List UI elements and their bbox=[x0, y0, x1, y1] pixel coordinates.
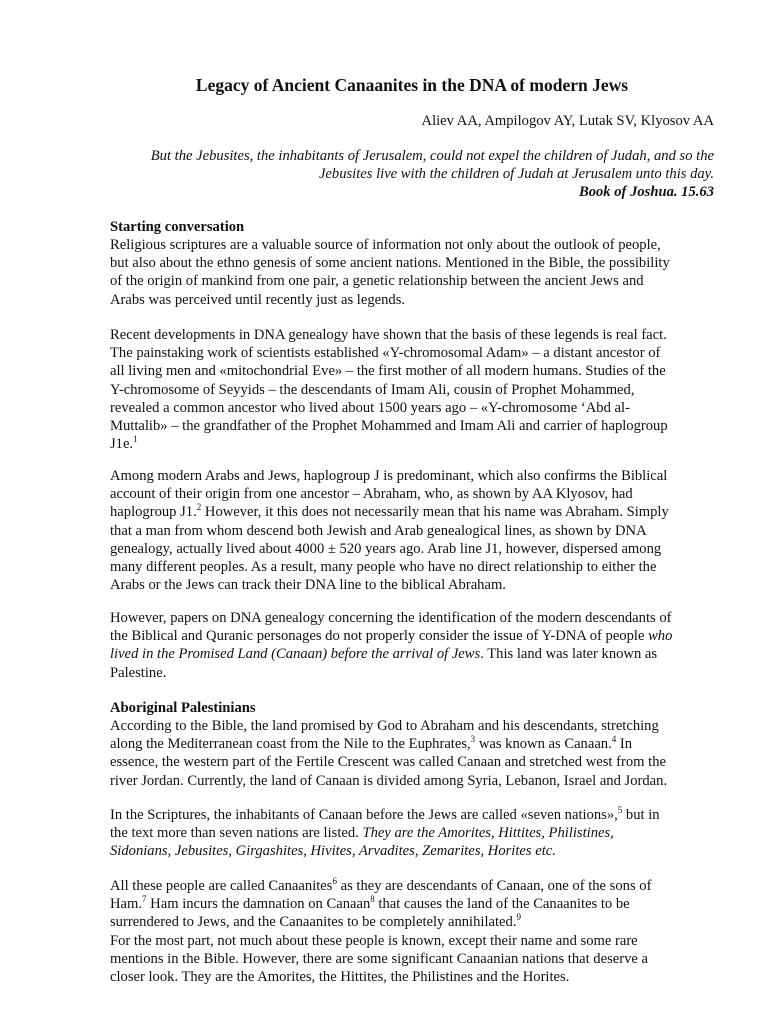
text-line: haplogroup J1.$^2$ However, it this does not necessarily mean that his name was Abraham. Simply bbox=[110, 502, 669, 521]
text-line: Recent developments in DNA genealogy have shown that the basis of these legends is real fact. bbox=[110, 327, 667, 343]
text-line: the Biblical and Quranic personages do not properly consider the issue of Y-DNA of people who bbox=[110, 628, 673, 645]
footnote-ref[interactable]: 2 bbox=[196, 502, 202, 513]
epigraph bbox=[110, 147, 714, 201]
paragraph bbox=[110, 236, 714, 309]
text-line: along the Mediterranean coast from the Nile to the Euphrates,$^3$ was known as Canaan.$^4$ In bbox=[110, 734, 633, 753]
footnote-ref[interactable]: 8 bbox=[370, 894, 375, 905]
footnote-ref[interactable]: 4 bbox=[611, 734, 617, 745]
text-line: Sidonians, Jebusites, Girgashites, Hivites, Arvadites, Zemarites, Horites etc. bbox=[110, 843, 556, 860]
paragraph bbox=[110, 467, 714, 594]
text-line: revealed a common ancestor who lived about 1500 years ago – «Y-chromosome ‘Abd al- bbox=[110, 399, 630, 416]
text-line: For the most part, not much about these people is known, except their name and some rare bbox=[110, 932, 638, 949]
footnote-ref[interactable]: 7 bbox=[142, 894, 147, 905]
paragraph bbox=[110, 806, 714, 861]
text-line: Ham.$^7$ Ham incurs the damnation on Canaan$^8$ that causes the land of the Canaanites to be bbox=[110, 894, 630, 913]
text-line: However, papers on DNA genealogy concerning the identification of the modern descendants of bbox=[110, 610, 672, 626]
text-line: Arabs or the Jews can track their DNA line to the biblical Abraham. bbox=[110, 577, 506, 594]
footnote-ref[interactable]: 9 bbox=[516, 912, 521, 923]
text-line: Among modern Arabs and Jews, haplogroup J is predominant, which also confirms the Biblical bbox=[110, 468, 668, 484]
page-title: Legacy of Ancient Canaanites in the DNA of modern Jews bbox=[195, 75, 629, 95]
text-line: account of their origin from one ancestor – Abraham, who, as shown by AA Klyosov, had bbox=[110, 486, 633, 503]
footnote-ref[interactable]: 1 bbox=[133, 434, 138, 445]
text-line: mentions in the Bible. However, there are some significant Canaanian nations that deserve a bbox=[110, 950, 648, 967]
footnote-ref[interactable]: 3 bbox=[470, 734, 476, 745]
section-heading-aboriginal-palestinians: Aboriginal Palestinians bbox=[110, 700, 256, 716]
text-line: surrendered to Jews, and the Canaanites to be completely annihilated.$^9$ bbox=[110, 912, 521, 931]
text-line: the text more than seven nations are listed. They are the Amorites, Hittites, Philistines, bbox=[110, 825, 614, 842]
text-line: Religious scriptures are a valuable source of information not only about the outlook of people, bbox=[110, 237, 661, 253]
text-line: In the Scriptures, the inhabitants of Canaan before the Jews are called «seven nations»,$^5$ but in bbox=[110, 805, 660, 823]
text-line: lived in the Promised Land (Canaan) before the arrival of Jews. This land was later known as bbox=[110, 646, 658, 663]
footnote-ref[interactable]: 5 bbox=[617, 805, 623, 815]
text-line: J1e.$^1$ bbox=[110, 434, 138, 453]
author-list: Aliev AA, Ampilogov AY, Lutak SV, Klyosov AA bbox=[421, 113, 714, 129]
text-line: Arabs was perceived until recently just as legends. bbox=[110, 291, 406, 308]
text-line: According to the Bible, the land promised by God to Abraham and his descendants, stretching bbox=[110, 718, 659, 734]
paragraph bbox=[110, 717, 714, 790]
footnote-ref[interactable]: 6 bbox=[332, 876, 337, 886]
text-line: that a man from whom descend both Jewish and Arab genealogical lines, as shown by DNA bbox=[110, 522, 647, 539]
paragraph bbox=[110, 877, 714, 986]
text-line: river Jordan. Currently, the land of Canaan is divided among Syria, Lebanon, Israel and Jordan. bbox=[110, 772, 668, 789]
text-line: many different peoples. As a result, many people who have no direct relationship to either the bbox=[110, 559, 657, 576]
text-line: Y-chromosome of Seyyids – the descendants of Imam Ali, cousin of Prophet Mohammed, bbox=[110, 381, 635, 398]
text-line: Muttalib» – the grandfather of the Prophet Mohammed and Imam Ali and carrier of haplogroup bbox=[110, 418, 668, 435]
text-line: but also about the ethno genesis of some ancient nations. Mentioned in the Bible, the possibility bbox=[110, 255, 670, 272]
text-line: closer look. They are the Amorites, the Hittites, the Philistines and the Horites. bbox=[110, 969, 570, 986]
section-heading-starting-conversation: Starting conversation bbox=[110, 219, 245, 235]
text-line: all living men and «mitochondrial Eve» – the first mother of all modern humans. Studies of the bbox=[110, 363, 666, 380]
text-line: Palestine. bbox=[110, 664, 167, 681]
epigraph-source: Book of Joshua. 15.63 bbox=[578, 184, 714, 200]
paragraph bbox=[110, 326, 714, 453]
text-line: essence, the western part of the Fertile Crescent was called Canaan and stretched west from the bbox=[110, 754, 666, 771]
text-line: genealogy, actually lived about 4000 ± 520 years ago. Arab line J1, however, dispersed among bbox=[110, 540, 662, 557]
epigraph-line: Jebusites live with the children of Judah at Jerusalem unto this day. bbox=[318, 166, 714, 182]
text-line: The painstaking work of scientists established «Y-chromosomal Adam» – a distant ancestor of bbox=[110, 345, 661, 362]
epigraph-line: But the Jebusites, the inhabitants of Jerusalem, could not expel the children of Judah, and so the bbox=[150, 148, 714, 164]
text-line: All these people are called Canaanites$^6$ as they are descendants of Canaan, one of the sons of bbox=[110, 876, 652, 894]
text-line: of the origin of mankind from one pair, a genetic relationship between the ancient Jews and bbox=[110, 273, 644, 290]
paragraph bbox=[110, 609, 714, 682]
